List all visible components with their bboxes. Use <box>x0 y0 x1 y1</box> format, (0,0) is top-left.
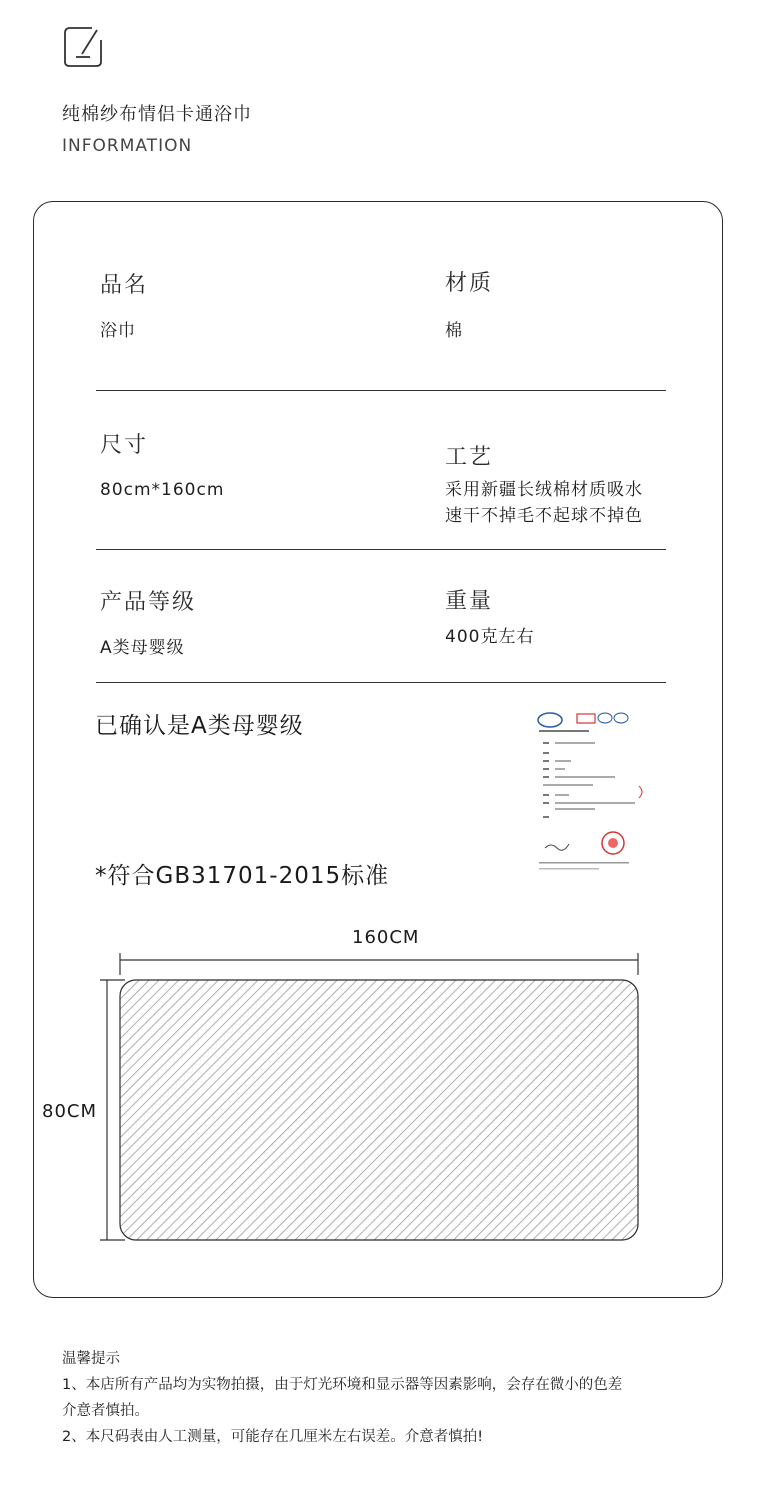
grade-label: 产品等级 <box>100 590 197 615</box>
width-label: 160CM <box>352 927 420 948</box>
grade-value: A类母婴级 <box>100 638 185 658</box>
tips-line: 介意者慎拍。 <box>62 1403 149 1419</box>
height-label: 80CM <box>42 1101 98 1122</box>
material-label: 材质 <box>445 271 494 296</box>
craft-value-line2: 速干不掉毛不起球不掉色 <box>445 506 643 526</box>
tips-line: 1、本店所有产品均为实物拍摄，由于灯光环境和显示器等因素影响，会存在微小的色差 <box>62 1377 623 1393</box>
name-value: 浴巾 <box>100 321 136 341</box>
confirmed-grade-text: 已确认是A类母婴级 <box>95 713 304 739</box>
page-subtitle: INFORMATION <box>62 136 193 156</box>
material-value: 棉 <box>445 321 463 341</box>
size-value: 80cm*160cm <box>100 480 225 500</box>
weight-value: 400克左右 <box>445 627 535 647</box>
towel-shape <box>120 980 638 1240</box>
standard-text: *符合GB31701-2015标准 <box>95 863 390 889</box>
page-title: 纯棉纱布情侣卡通浴巾 <box>62 104 252 125</box>
tips-line: 2、本尺码表由人工测量，可能存在几厘米左右误差。介意者慎拍! <box>62 1429 484 1445</box>
name-label: 品名 <box>100 273 149 298</box>
size-label: 尺寸 <box>100 433 149 458</box>
weight-label: 重量 <box>445 589 494 614</box>
tips-heading: 温馨提示 <box>62 1351 120 1367</box>
tips-section <box>62 1346 752 1450</box>
craft-label: 工艺 <box>445 445 494 470</box>
craft-value-line1: 采用新疆长绒棉材质吸水 <box>445 480 643 500</box>
